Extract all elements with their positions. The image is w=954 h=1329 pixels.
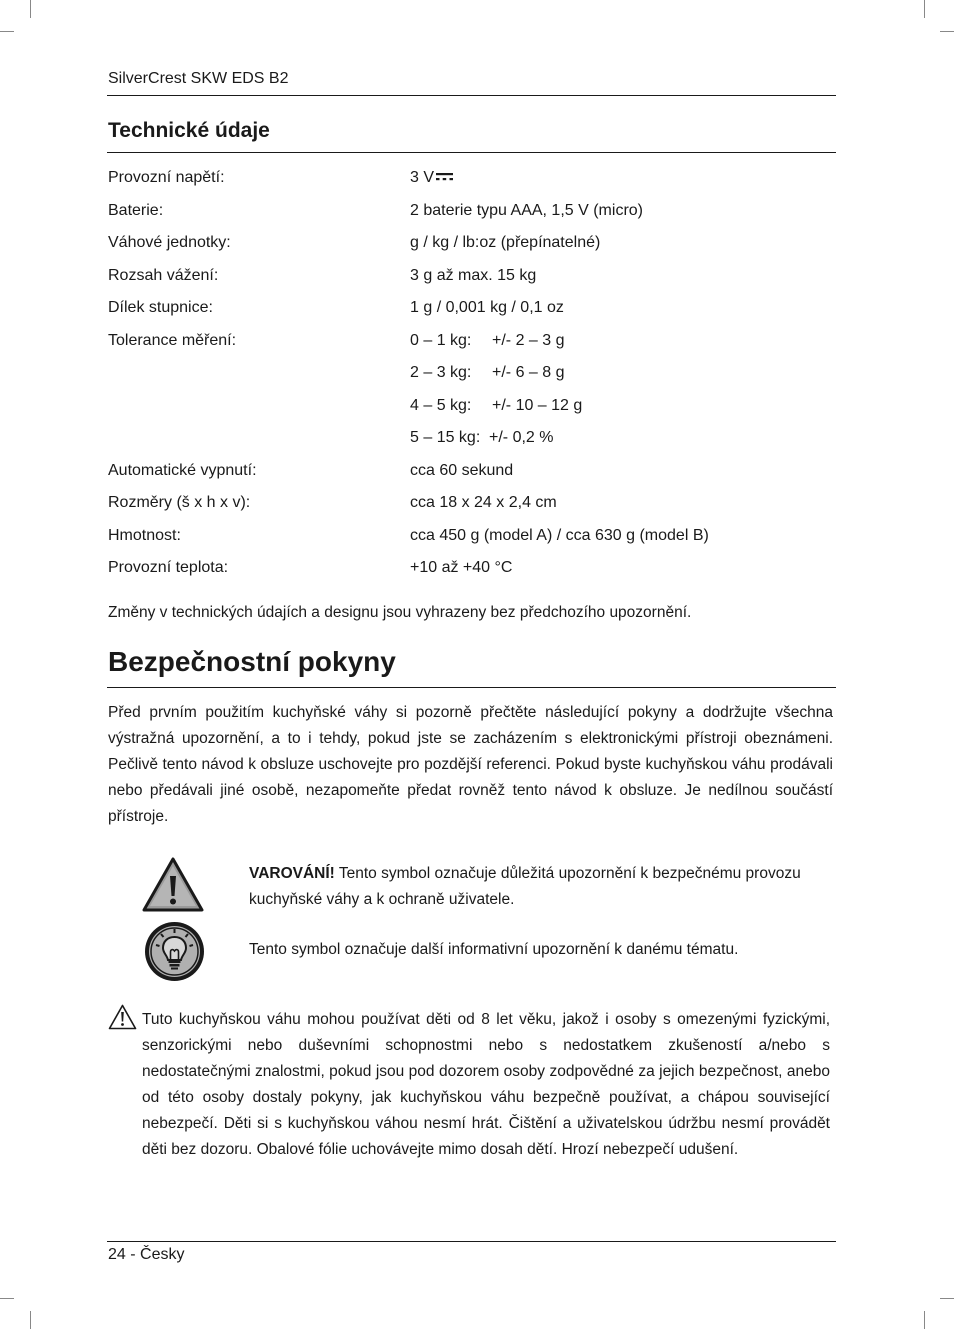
spec-label: Rozsah vážení:: [108, 267, 219, 284]
section-heading-tech: Technické údaje: [108, 119, 270, 142]
spec-value: cca 18 x 24 x 2,4 cm: [410, 494, 557, 511]
spec-value: g / kg / lb:oz (přepínatelné): [410, 234, 601, 251]
spec-label: Baterie:: [108, 202, 164, 219]
spec-value: +10 až +40 °C: [410, 559, 513, 576]
tolerance-value: +/- 2 – 3 g: [492, 332, 565, 349]
tolerance-row: [410, 364, 565, 382]
spec-value: [410, 169, 453, 187]
section-rule: [107, 152, 836, 153]
spec-value: cca 450 g (model A) / cca 630 g (model B): [410, 527, 709, 544]
tolerance-row: [410, 429, 553, 447]
section-heading-safety: Bezpečnostní pokyny: [108, 646, 396, 677]
crop-mark: [0, 1298, 14, 1299]
spec-value: 3 g až max. 15 kg: [410, 267, 537, 284]
warning-symbol-description: [249, 861, 829, 913]
crop-mark: [940, 1298, 954, 1299]
crop-mark: [30, 1311, 31, 1329]
tolerance-row: [410, 332, 565, 350]
tolerance-label: Tolerance měření:: [108, 332, 237, 349]
spec-label: Provozní napětí:: [108, 169, 225, 186]
tolerance-range: 0 – 1 kg:: [410, 332, 472, 349]
tolerance-range: 5 – 15 kg:: [410, 429, 481, 446]
section-rule: [107, 687, 836, 688]
page-header-title: SilverCrest SKW EDS B2: [108, 70, 289, 87]
crop-mark: [940, 31, 954, 32]
crop-mark: [30, 0, 31, 18]
header-rule: [107, 95, 836, 96]
warning-triangle-icon: [141, 856, 205, 913]
warning-label: VAROVÁNÍ!: [249, 865, 335, 882]
dc-voltage-icon: [436, 172, 453, 182]
page-number: 24 - Česky: [108, 1246, 185, 1263]
spec-label: Váhové jednotky:: [108, 234, 231, 251]
spec-value-text: 3 V: [410, 169, 435, 186]
spec-label: Automatické vypnutí:: [108, 462, 257, 479]
spec-value: cca 60 sekund: [410, 462, 514, 479]
tolerance-value: +/- 10 – 12 g: [492, 397, 583, 414]
tolerance-range: 4 – 5 kg:: [410, 397, 472, 414]
info-symbol-description: Tento symbol označuje další informativní upozornění k danému tématu.: [249, 941, 739, 958]
safety-intro-paragraph: Před prvním použitím kuchyňské váhy si pozorně přečtěte následující pokyny a dodržujte všechna výstražná upozornění, a to i tehdy, pokud jste se zacházením s elektronickými přístroji obeznámeni. Pečlivě tento návod k obsluze uschovejte pro pozdější referenci. Pokud byste kuchyňskou váhu prodávali nebo předávali jiné osobě, nezapomeňte předat rovněž tento návod k obsluze. Je nedílnou součástí přístroje.: [108, 704, 833, 825]
spec-value: 1 g / 0,001 kg / 0,1 oz: [410, 299, 564, 316]
info-lightbulb-icon: [143, 920, 206, 983]
spec-label: Provozní teplota:: [108, 559, 229, 576]
warning-triangle-icon: [108, 1004, 137, 1030]
tolerance-value: +/- 6 – 8 g: [492, 364, 565, 381]
tolerance-value: +/- 0,2 %: [489, 429, 554, 446]
crop-mark: [0, 31, 14, 32]
spec-label: Hmotnost:: [108, 527, 181, 544]
tolerance-range: 2 – 3 kg:: [410, 364, 472, 381]
crop-mark: [924, 1311, 925, 1329]
footer-rule: [107, 1241, 836, 1242]
crop-mark: [924, 0, 925, 18]
child-safety-warning: Tuto kuchyňskou váhu mohou používat děti od 8 let věku, jakož i osoby s omezenými fyzickými, senzorickými nebo duševními schopnostmi nebo s nedostatkem zkušeností a/nebo s nedostatečnými znalostmi, pokud jsou pod dozorem osoby zodpovědné za jejich bezpečnost, anebo od této osoby dostaly pokyny, jak kuchyňskou váhu bezpečně používat, a chápou související nebezpečí. Děti si s kuchyňskou váhou nesmí hrát. Čištění a uživatelskou údržbu nesmí provádět děti bez dozoru. Obalové fólie uchovávejte mimo dosah dětí. Hrozí nebezpečí udušení.: [142, 1011, 830, 1158]
spec-label: Dílek stupnice:: [108, 299, 213, 316]
tolerance-row: [410, 397, 582, 415]
warning-text: Tento symbol označuje důležitá upozornění k bezpečnému provozu kuchyňské váhy a k ochraně uživatele.: [249, 865, 801, 908]
spec-label: Rozměry (š x h x v):: [108, 494, 251, 511]
tech-note: Změny v technických údajích a designu jsou vyhrazeny bez předchozího upozornění.: [108, 604, 692, 621]
spec-value: 2 baterie typu AAA, 1,5 V (micro): [410, 202, 643, 219]
